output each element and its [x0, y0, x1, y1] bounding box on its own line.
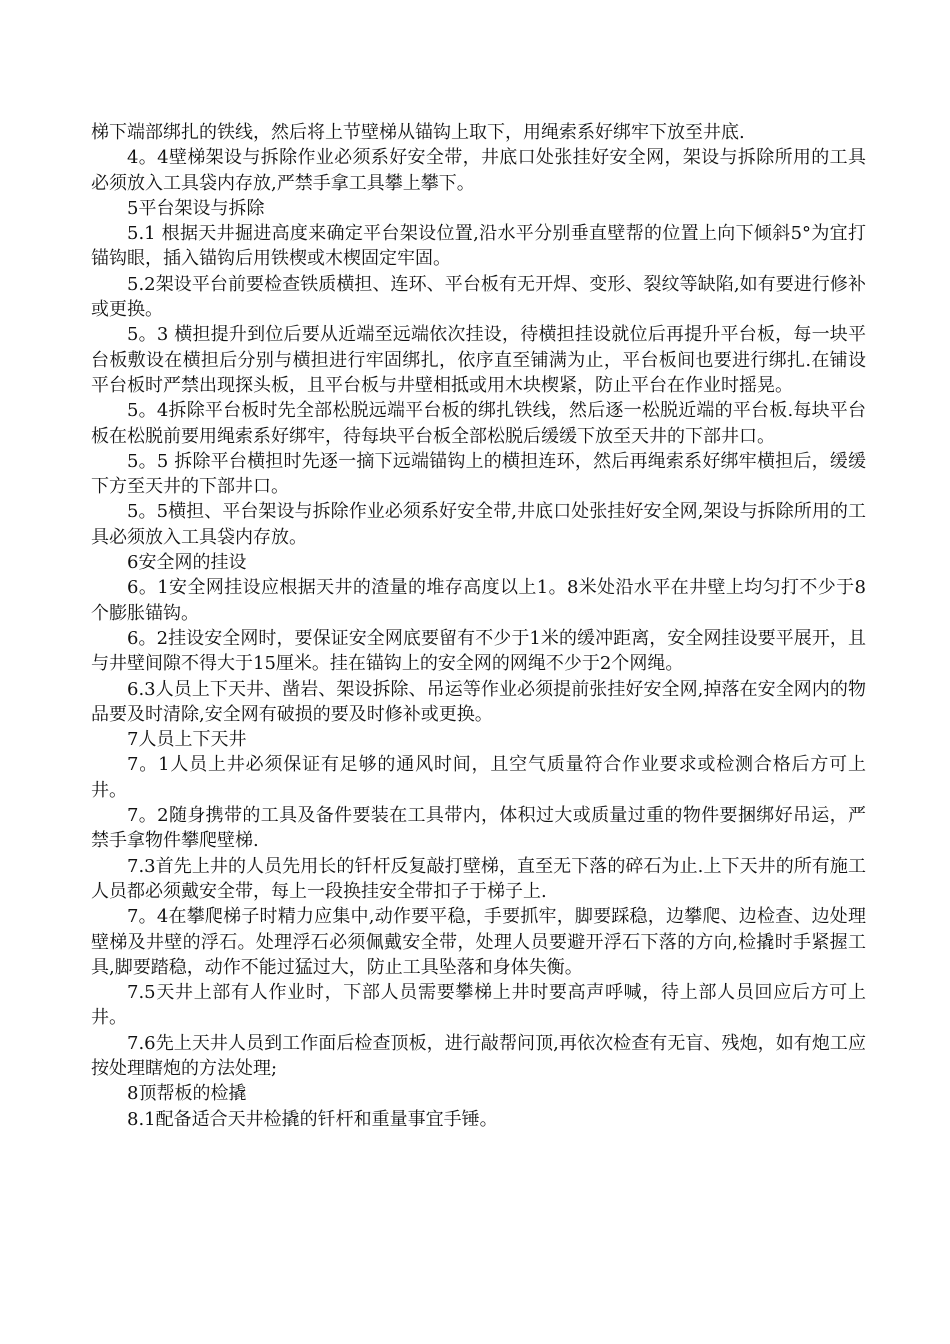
- paragraph-6-2: 6。2挂设安全网时，要保证安全网底要留有不少于1米的缓冲距离，安全网挂设要平展开，且与井壁间隙不得大于15厘米。挂在锚钩上的安全网的网绳不少于2个网绳。: [91, 627, 866, 675]
- section-heading-5: 5平台架设与拆除: [127, 197, 265, 219]
- paragraph-5-1: 5.1 根据天井掘进高度来确定平台架设位置,沿水平分别垂直壁帮的位置上向下倾斜5°为宜打锚钩眼，插入锚钩后用铁楔或木楔固定牢固。: [91, 223, 866, 270]
- section-heading-7: 7人员上下天井: [127, 729, 247, 751]
- section-heading-8: 8顶帮板的检撬: [127, 1083, 247, 1105]
- paragraph-7-5: 7.5天井上部有人作业时，下部人员需要攀梯上井时要高声呼喊，待上部人员回应后方可上井。: [91, 982, 866, 1029]
- paragraph-5-3: 5。3 横担提升到位后要从近端至远端依次挂设，待横担挂设就位后再提升平台板，每一块平台板敷设在横担后分别与横担进行牢固绑扎，依序直至铺满为止，平台板间也要进行绑扎.在铺设平台板时严禁出现探头板，且平台板与井壁相抵或用木块楔紧，防止平台在作业时摇晃。: [91, 324, 866, 396]
- paragraph-8-1: 8.1配备适合天井检撬的钎杆和重量事宜手锤。: [127, 1108, 498, 1130]
- paragraph-7-1: 7。1人员上井必须保证有足够的通风时间，且空气质量符合作业要求或检测合格后方可上井。: [91, 754, 866, 801]
- paragraph-7-4: 7。4在攀爬梯子时精力应集中,动作要平稳，手要抓牢，脚要踩稳，边攀爬、边检查、边处理壁梯及井壁的浮石。处理浮石必须佩戴安全带，处理人员要避开浮石下落的方向,检撬时手紧握工具,脚要踏稳，动作不能过猛过大，防止工具坠落和身体失衡。: [91, 906, 866, 978]
- document-page: [91, 120, 866, 1132]
- paragraph-5-5b: 5。5横担、平台架设与拆除作业必须系好安全带,井底口处张挂好安全网,架设与拆除所用的工具必须放入工具袋内存放。: [91, 501, 866, 548]
- paragraph-7-2: 7。2随身携带的工具及备件要装在工具带内，体积过大或质量过重的物件要捆绑好吊运，严禁手拿物件攀爬壁梯.: [91, 805, 866, 852]
- paragraph-7-3: 7.3首先上井的人员先用长的钎杆反复敲打壁梯，直至无下落的碎石为止.上下天井的所有施工人员都必须戴安全带，每上一段换挂安全带扣子于梯子上.: [91, 855, 866, 902]
- paragraph-5-4: 5。4拆除平台板时先全部松脱远端平台板的绑扎铁线，然后逐一松脱近端的平台板.每块平台板在松脱前要用绳索系好绑牢，待每块平台板全部松脱后缓缓下放至天井的下部井口。: [91, 400, 866, 447]
- paragraph-6-3: 6.3人员上下天井、凿岩、架设拆除、吊运等作业必须提前张挂好安全网,掉落在安全网内的物品要及时清除,安全网有破损的要及时修补或更换。: [91, 678, 866, 725]
- paragraph-6-1: 6。1安全网挂设应根据天井的渣量的堆存高度以上1。8米处沿水平在井壁上均匀打不少于8个膨胀锚钩。: [91, 577, 866, 624]
- paragraph-5-5a: 5。5 拆除平台横担时先逐一摘下远端锚钩上的横担连环，然后再绳索系好绑牢横担后，缓缓下方至天井的下部井口。: [91, 450, 866, 498]
- paragraph-continued: 梯下端部绑扎的铁线，然后将上节壁梯从锚钩上取下，用绳索系好绑牢下放至井底.: [91, 122, 745, 143]
- paragraph-4-4: 4。4壁梯架设与拆除作业必须系好安全带，井底口处张挂好安全网，架设与拆除所用的工具必须放入工具袋内存放,严禁手拿工具攀上攀下。: [91, 147, 866, 194]
- paragraph-7-6: 7.6先上天井人员到工作面后检查顶板，进行敲帮问顶,再依次检查有无盲、残炮，如有炮工应按处理瞎炮的方法处理;: [91, 1032, 866, 1079]
- paragraph-5-2: 5.2架设平台前要检查铁质横担、连环、平台板有无开焊、变形、裂纹等缺陷,如有要进行修补或更换。: [91, 273, 866, 321]
- section-heading-6: 6安全网的挂设: [127, 552, 247, 574]
